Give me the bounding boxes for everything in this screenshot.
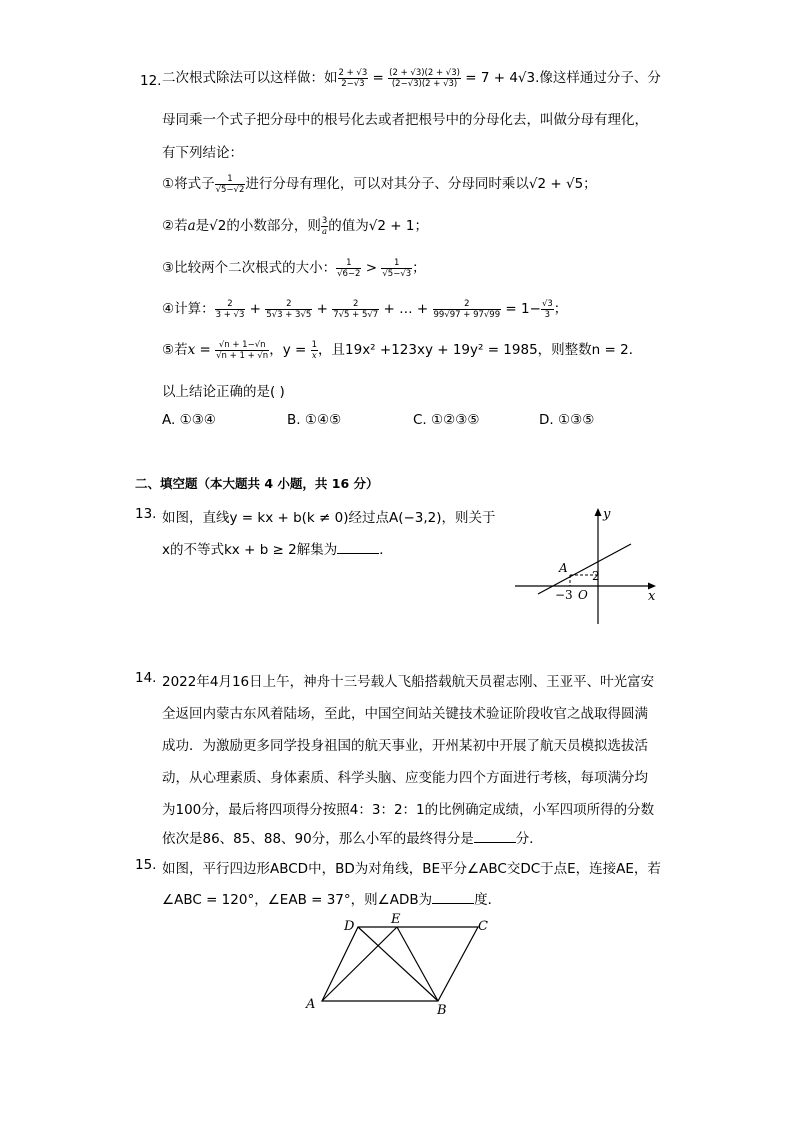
q13-fig-label-o: O (578, 588, 588, 602)
q12-item4-result: $\frac{√3}{3}$ (541, 298, 553, 320)
q13-fig-label-y: y (603, 507, 611, 522)
q13-line1: 如图，直线y = kx + b(k ≠ 0)经过点A(−3,2)，则关于 (162, 510, 496, 526)
q12-item4-term-1: $\frac{2}{3 + √3}$ (215, 298, 245, 320)
q15-fig-label-c: C (478, 919, 488, 934)
q15-line1: 如图，平行四边形ABCD中，BD为对角线，BE平分∠ABC交DC于点E，连接AE，若 (162, 861, 661, 877)
q13-fig-label-neg3: −3 (555, 588, 573, 602)
q12-item-3: ③比较两个二次根式的大小： $\frac{1}{√6-2}$ > $\frac{1}{√5-√3}$ ； (162, 257, 426, 279)
q13-answer-blank[interactable] (337, 541, 379, 554)
q15-fig-label-d: D (344, 919, 355, 934)
q12-item5-x-fraction: $\frac{√n + 1-√n}{√n + 1 + √n}$ (216, 339, 269, 361)
q13-fig-label-a: A (559, 561, 568, 575)
q12-example-result: = 7 + 4√3. (465, 70, 540, 86)
q14-line-2: 全返回内蒙古东风着陆场，至此，中国空间站关键技术验证阶段收官之战取得圆满 (162, 706, 648, 722)
q15-fig-label-a: A (306, 997, 316, 1012)
q12-line1: 二次根式除法可以这样做：如 $\frac{2 + √3}{2-√3}$ = $\frac{(2 + √3)(2 + √3)}{(2-√3)(2 + √3)}$ = 7 + 4√3.像这样通过分子、分 (162, 67, 661, 89)
q12-option-d[interactable]: D. ①③⑤ (539, 412, 595, 428)
q12-example-fraction-1: $\frac{2 + √3}{2-√3}$ (338, 67, 368, 89)
q15-fig-label-b: B (437, 1003, 447, 1018)
q12-intro-b: 像这样通过分子、分 (539, 70, 661, 86)
q12-intro-a: 二次根式除法可以这样做：如 (162, 70, 338, 86)
q13-fig-label-x: x (648, 589, 656, 604)
q14-line-5: 为100分，最后将四项得分按照4：3：2：1的比例确定成绩，小军四项所得的分数 (162, 802, 655, 818)
q12-item3-fraction-2: $\frac{1}{√5-√3}$ (382, 257, 412, 279)
q13-line2: x的不等式kx + b ≥ 2解集为 ． (162, 542, 393, 558)
q12-item4-term-3: $\frac{2}{7√5 + 5√7}$ (333, 298, 379, 320)
section-2-title: 二、填空题（本大题共 4 小题，共 16 分） (135, 476, 379, 491)
q14-line-1: 2022年4月16日上午，神舟十三号载人飞船搭载航天员翟志刚、王亚平、叶光富安 (162, 674, 655, 690)
q12-item-5: ⑤若x = $\frac{√n + 1-√n}{√n + 1 + √n}$ ，y = $\frac{1}{x}$ ，且19x² +123xy + 19y² = 1985，则整数n = 2． (162, 339, 643, 361)
q14-line-3: 成功．为激励更多同学投身祖国的航天事业，开州某初中开展了航天员模拟选拔活 (162, 738, 648, 754)
q12-item3-fraction-1: $\frac{1}{√6-2}$ (337, 257, 361, 279)
q12-item4-term-2: $\frac{2}{5√3 + 3√5}$ (266, 298, 312, 320)
q12-question: 以上结论正确的是( ) (162, 384, 285, 400)
q12-item-2: ②若a是√2的小数部分，则 $\frac{3}{a}$ 的值为√2 + 1； (162, 215, 428, 237)
q13-number: 13. (135, 506, 157, 522)
q14-line-6: 依次是86、85、88、90分，那么小军的最终得分是 分． (162, 831, 543, 847)
q12-line3: 有下列结论： (162, 145, 243, 161)
q15-number: 15. (135, 857, 157, 873)
q14-answer-blank[interactable] (474, 830, 516, 843)
q12-option-a[interactable]: A. ①③④ (162, 412, 216, 428)
q15-answer-blank[interactable] (432, 891, 474, 904)
q13-fig-label-2: 2 (592, 569, 600, 583)
q12-item2-fraction: $\frac{3}{a}$ (321, 215, 328, 237)
q14-number: 14. (135, 670, 157, 686)
q12-number: 12. (140, 73, 162, 89)
q15-line2: ∠ABC = 120°，∠EAB = 37°，则∠ADB为 度． (162, 892, 502, 908)
q12-item-4: ④计算： $\frac{2}{3 + √3}$ + $\frac{2}{5√3 + 3√5}$ + $\frac{2}{7√5 + 5√7}$ + … + $\frac{2}{99√97 + 97√99}$ = 1− $\frac{√3}{3}$ ； (162, 298, 568, 320)
q15-fig-label-e: E (391, 912, 401, 927)
q12-item4-term-n: $\frac{2}{99√97 + 97√99}$ (433, 298, 501, 320)
q12-example-fraction-2: $\frac{(2 + √3)(2 + √3)}{(2-√3)(2 + √3)}$ (389, 67, 460, 89)
q14-line-4: 动，从心理素质、身体素质、科学头脑、应变能力四个方面进行考核，每项满分均 (162, 770, 648, 786)
q12-item-1: ①将式子 $\frac{1}{√5-√2}$ 进行分母有理化，可以对其分子、分母同时乘以√2 + √5； (162, 173, 597, 195)
q12-line2: 母同乘一个式子把分母中的根号化去或者把根号中的分母化去，叫做分母有理化， (162, 112, 648, 128)
q12-item1-fraction: $\frac{1}{√5-√2}$ (215, 173, 245, 195)
q12-item5-y-fraction: $\frac{1}{x}$ (311, 339, 318, 361)
q12-option-c[interactable]: C. ①②③⑤ (413, 412, 480, 428)
q15-figure (300, 910, 500, 1020)
q13-figure (512, 504, 660, 630)
q12-option-b[interactable]: B. ①④⑤ (287, 412, 342, 428)
